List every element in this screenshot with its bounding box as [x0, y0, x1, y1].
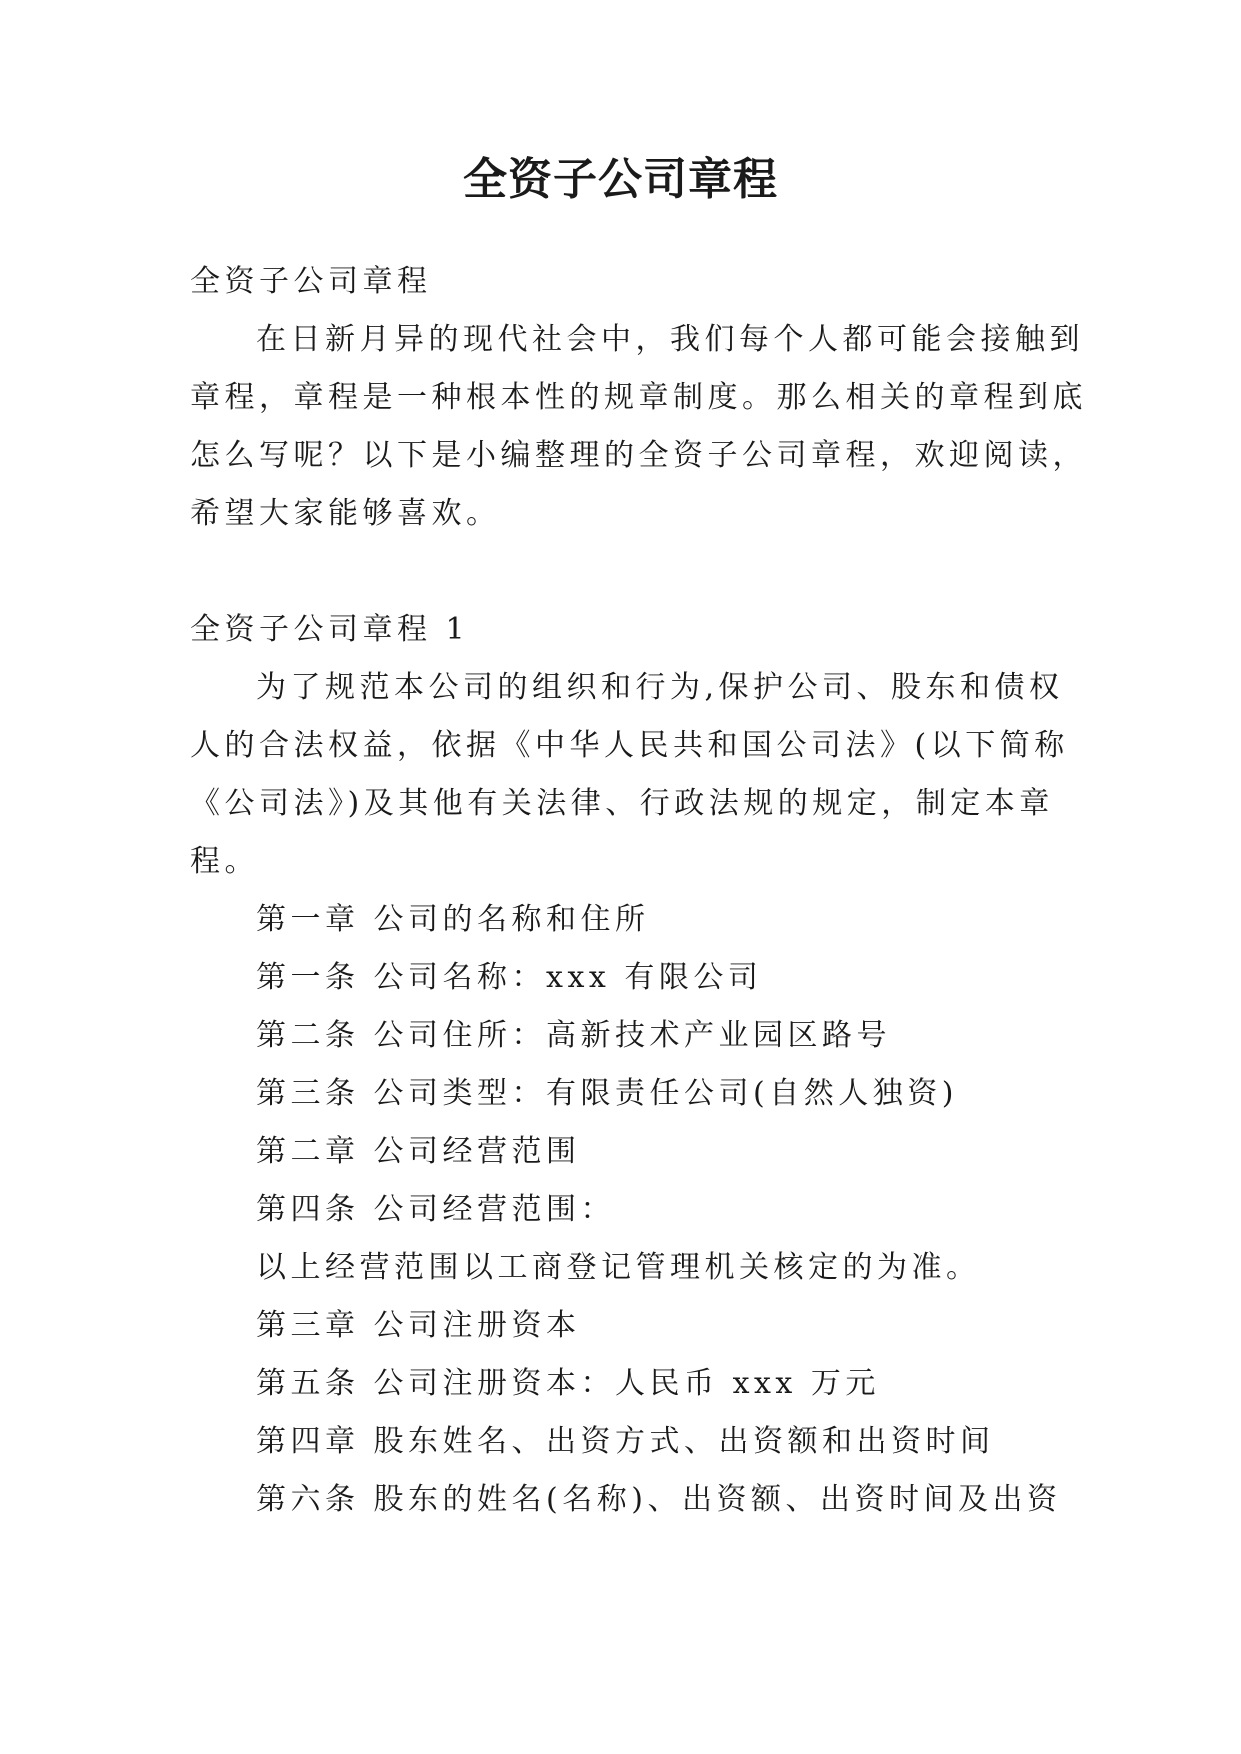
article-line: 第二条 公司住所：高新技术产业园区路号 — [256, 1018, 892, 1053]
chapter-heading: 第三章 公司注册资本 — [256, 1308, 581, 1343]
section-line: 程。 — [190, 844, 259, 879]
intro-block — [190, 253, 1087, 543]
article-line: 第一条 公司名称：xxx 有限公司 — [256, 960, 763, 995]
intro-line: 在日新月异的现代社会中，我们每个人都可能会接触到 — [256, 322, 1084, 357]
chapter-heading: 第二章 公司经营范围 — [256, 1134, 581, 1169]
article-line: 以上经营范围以工商登记管理机关核定的为准。 — [256, 1250, 981, 1285]
section1-block — [190, 601, 1069, 1529]
intro-line: 希望大家能够喜欢。 — [190, 496, 501, 531]
article-line: 第三条 公司类型：有限责任公司(自然人独资) — [256, 1076, 958, 1111]
article-line: 第五条 公司注册资本：人民币 xxx 万元 — [256, 1366, 880, 1401]
section-line: 《公司法》)及其他有关法律、行政法规的规定，制定本章 — [190, 786, 1054, 821]
article-line: 第六条 股东的姓名(名称)、出资额、出资时间及出资 — [256, 1482, 1062, 1517]
section-line: 为了规范本公司的组织和行为,保护公司、股东和债权 — [256, 670, 1064, 705]
chapter-heading: 第一章 公司的名称和住所 — [256, 902, 650, 937]
intro-line: 怎么写呢？以下是小编整理的全资子公司章程，欢迎阅读， — [190, 438, 1087, 473]
chapter-heading: 第四章 股东姓名、出资方式、出资额和出资时间 — [256, 1424, 995, 1459]
section-heading: 全资子公司章程 1 — [190, 612, 470, 647]
article-line: 第四条 公司经营范围： — [256, 1192, 616, 1227]
document-title: 全资子公司章程 — [463, 154, 778, 205]
intro-line: 章程，章程是一种根本性的规章制度。那么相关的章程到底 — [190, 380, 1087, 415]
subtitle: 全资子公司章程 — [190, 264, 432, 299]
section-line: 人的合法权益，依据《中华人民共和国公司法》(以下简称 — [190, 728, 1069, 763]
